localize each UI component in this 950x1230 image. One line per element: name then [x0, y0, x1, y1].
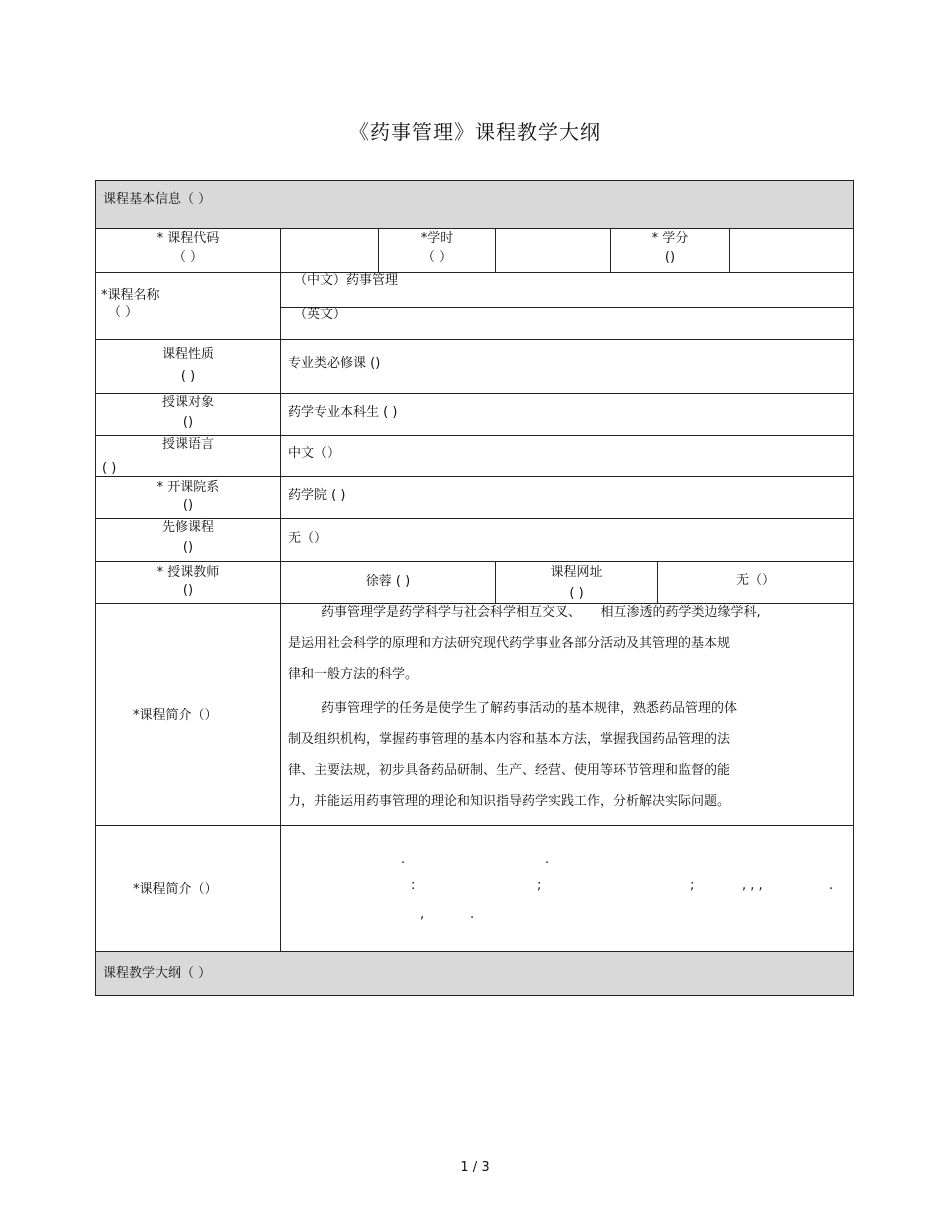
teacher-label: * 授课教师 — [156, 565, 220, 580]
course-name-english: （英文） — [294, 307, 347, 322]
course-name-chinese: （中文）药事管理 — [294, 273, 399, 288]
row-divider — [95, 561, 854, 562]
intro-paragraph-2 — [288, 693, 844, 817]
intro-en-mark: . — [545, 852, 550, 867]
department-value: 药学院 ( ) — [288, 488, 346, 503]
credits-label: * 学分 — [651, 231, 689, 246]
intro-en-mark: , — [420, 907, 425, 922]
intro-en-mark: ; — [690, 878, 695, 893]
intro-line: 律、主要法规，初步具备药品研制、生产、经营、使用等环节管理和监督的能 — [288, 763, 731, 778]
section-basic-header: 课程基本信息（ ） — [103, 192, 212, 207]
page-number: 1 / 3 — [460, 1160, 490, 1175]
intro-label: *课程简介（） — [133, 708, 218, 723]
language-value: 中文（） — [288, 446, 341, 461]
intro-en-mark: . — [401, 852, 406, 867]
nature-value: 专业类必修课 () — [288, 356, 381, 371]
teacher-value: 徐蓉 ( ) — [365, 574, 411, 589]
intro-en-mark: . — [829, 878, 834, 893]
language-label: 授课语言 — [161, 437, 214, 452]
row-divider — [95, 476, 854, 477]
col-divider — [280, 228, 281, 995]
col-divider — [729, 228, 730, 272]
audience-label: 授课对象 — [161, 395, 214, 410]
intro-line: 药事管理学是药学科学与社会科学相互交叉、 相互渗透的药学类边缘学科, — [321, 605, 761, 620]
intro-paragraph-1 — [288, 597, 844, 690]
hours-paren: （ ） — [421, 250, 453, 265]
col-divider — [495, 228, 496, 272]
intro-line: 力，并能运用药事管理的理论和知识指导药学实践工作，分析解决实际问题。 — [288, 794, 731, 809]
course-name-paren: （ ） — [108, 305, 139, 320]
teacher-paren: () — [182, 583, 194, 598]
nature-label: 课程性质 — [161, 347, 214, 362]
course-code-label: * 课程代码 — [156, 231, 220, 246]
website-label: 课程网址 — [550, 565, 603, 580]
website-value: 无（） — [735, 573, 775, 588]
course-code-paren: （ ） — [172, 250, 204, 265]
prerequisite-label: 先修课程 — [161, 520, 214, 535]
intro-line: 制及组织机构，掌握药事管理的基本内容和基本方法，掌握我国药品管理的法 — [288, 732, 731, 747]
row-divider — [95, 339, 854, 340]
audience-paren: () — [182, 415, 194, 430]
course-name-label: *课程名称 — [101, 288, 160, 303]
intro-en-mark: . — [470, 907, 475, 922]
row-divider — [95, 272, 854, 273]
row-divider — [280, 307, 854, 308]
intro-line: 是运用社会科学的原理和方法研究现代药学事业各部分活动及其管理的基本规 — [288, 636, 731, 651]
credits-paren: () — [664, 250, 676, 265]
nature-paren: ( ) — [180, 369, 196, 384]
prerequisite-value: 无（） — [288, 531, 328, 546]
intro-en-mark: : — [411, 878, 416, 893]
intro-en-label: *课程简介（） — [133, 882, 218, 897]
section-syllabus-header: 课程教学大纲（ ） — [103, 966, 212, 981]
website-paren: ( ) — [569, 586, 584, 601]
intro-line: 药事管理学的任务是使学生了解药事活动的基本规律，熟悉药品管理的体 — [321, 701, 738, 716]
row-divider — [95, 825, 854, 826]
hours-label: *学时 — [420, 231, 454, 246]
prerequisite-paren: () — [182, 540, 194, 555]
language-paren: ( ) — [102, 461, 117, 476]
audience-value: 药学专业本科生 ( ) — [288, 405, 398, 420]
document-title: 《药事管理》课程教学大纲 — [349, 120, 601, 144]
department-paren: () — [182, 498, 194, 513]
intro-en-mark: ; — [537, 878, 542, 893]
department-label: * 开课院系 — [156, 480, 220, 495]
row-divider — [95, 228, 854, 229]
intro-en-mark: , , , — [742, 878, 763, 893]
intro-line: 律和一般方法的科学。 — [288, 667, 419, 682]
